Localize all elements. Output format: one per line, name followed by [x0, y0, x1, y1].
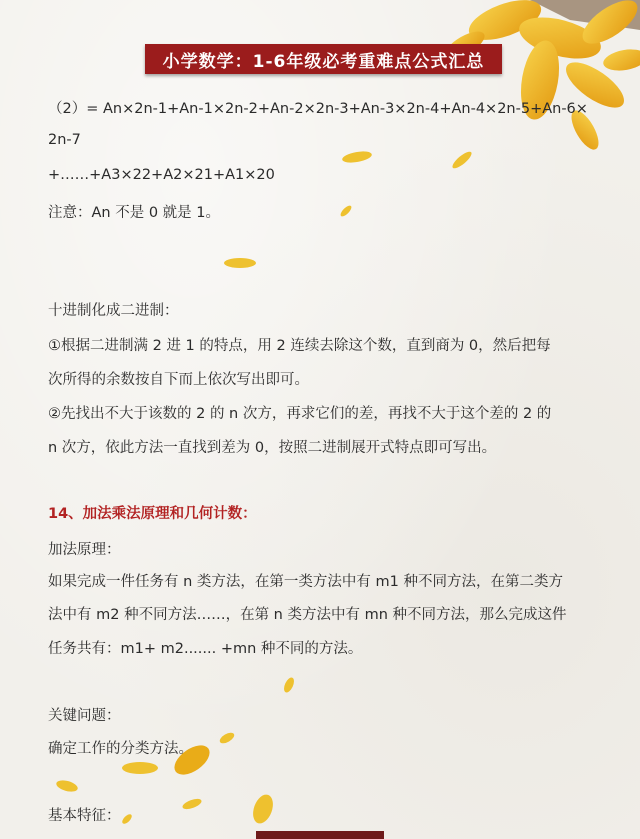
subheading: 基本特征： [48, 808, 121, 824]
section-heading-red: 14、加法乘法原理和几何计数： [48, 506, 257, 522]
falling-leaf-icon [120, 812, 134, 826]
autumn-leaves-decoration [410, 0, 640, 180]
falling-leaf-icon [448, 150, 476, 170]
subheading: 关键问题： [48, 708, 121, 724]
formula-line: （2）= An×2n-1+An-1×2n-2+An-2×2n-3+An-3×2n-4+An-4×2n-5+An-6× [48, 101, 588, 117]
paragraph-line: 次所得的余数按自下而上依次写出即可。 [48, 372, 309, 388]
falling-leaf-icon [180, 796, 204, 812]
paragraph-line: n 次方，依此方法一直找到差为 0，按照二进制展开式特点即可写出。 [48, 440, 497, 456]
page-title: 小学数学：1-6年级必考重难点公式汇总 [145, 44, 502, 74]
paragraph-line: ①根据二进制满 2 进 1 的特点，用 2 连续去除这个数，直到商为 0，然后把每 [48, 338, 551, 354]
paragraph-line: 如果完成一件任务有 n 类方法，在第一类方法中有 m1 种不同方法，在第二类方 [48, 574, 563, 590]
paragraph-line: 法中有 m2 种不同方法……，在第 n 类方法中有 mn 种不同方法，那么完成这件 [48, 607, 567, 623]
falling-leaf-icon [55, 778, 79, 794]
section-heading: 十进制化成二进制： [48, 303, 179, 319]
falling-leaf-icon [340, 148, 374, 166]
formula-line: +……+A3×22+A2×21+A1×20 [48, 167, 275, 183]
falling-leaf-icon [218, 730, 236, 746]
note-line: 注意：An 不是 0 就是 1。 [48, 205, 220, 221]
paragraph-line: ②先找出不大于该数的 2 的 n 次方，再求它们的差，再找不大于这个差的 2 的 [48, 406, 552, 422]
falling-leaf-icon [250, 792, 276, 826]
falling-leaf-icon [120, 760, 160, 776]
falling-leaf-icon [338, 204, 354, 218]
formula-line: 2n-7 [48, 132, 81, 148]
paragraph-line: 任务共有：m1+ m2....... +mn 种不同的方法。 [48, 641, 363, 657]
bottom-banner-edge [256, 831, 384, 839]
falling-leaf-icon [282, 676, 296, 694]
subheading: 加法原理： [48, 542, 121, 558]
falling-leaf-icon [222, 256, 258, 270]
paragraph-line: 确定工作的分类方法。 [48, 741, 193, 757]
